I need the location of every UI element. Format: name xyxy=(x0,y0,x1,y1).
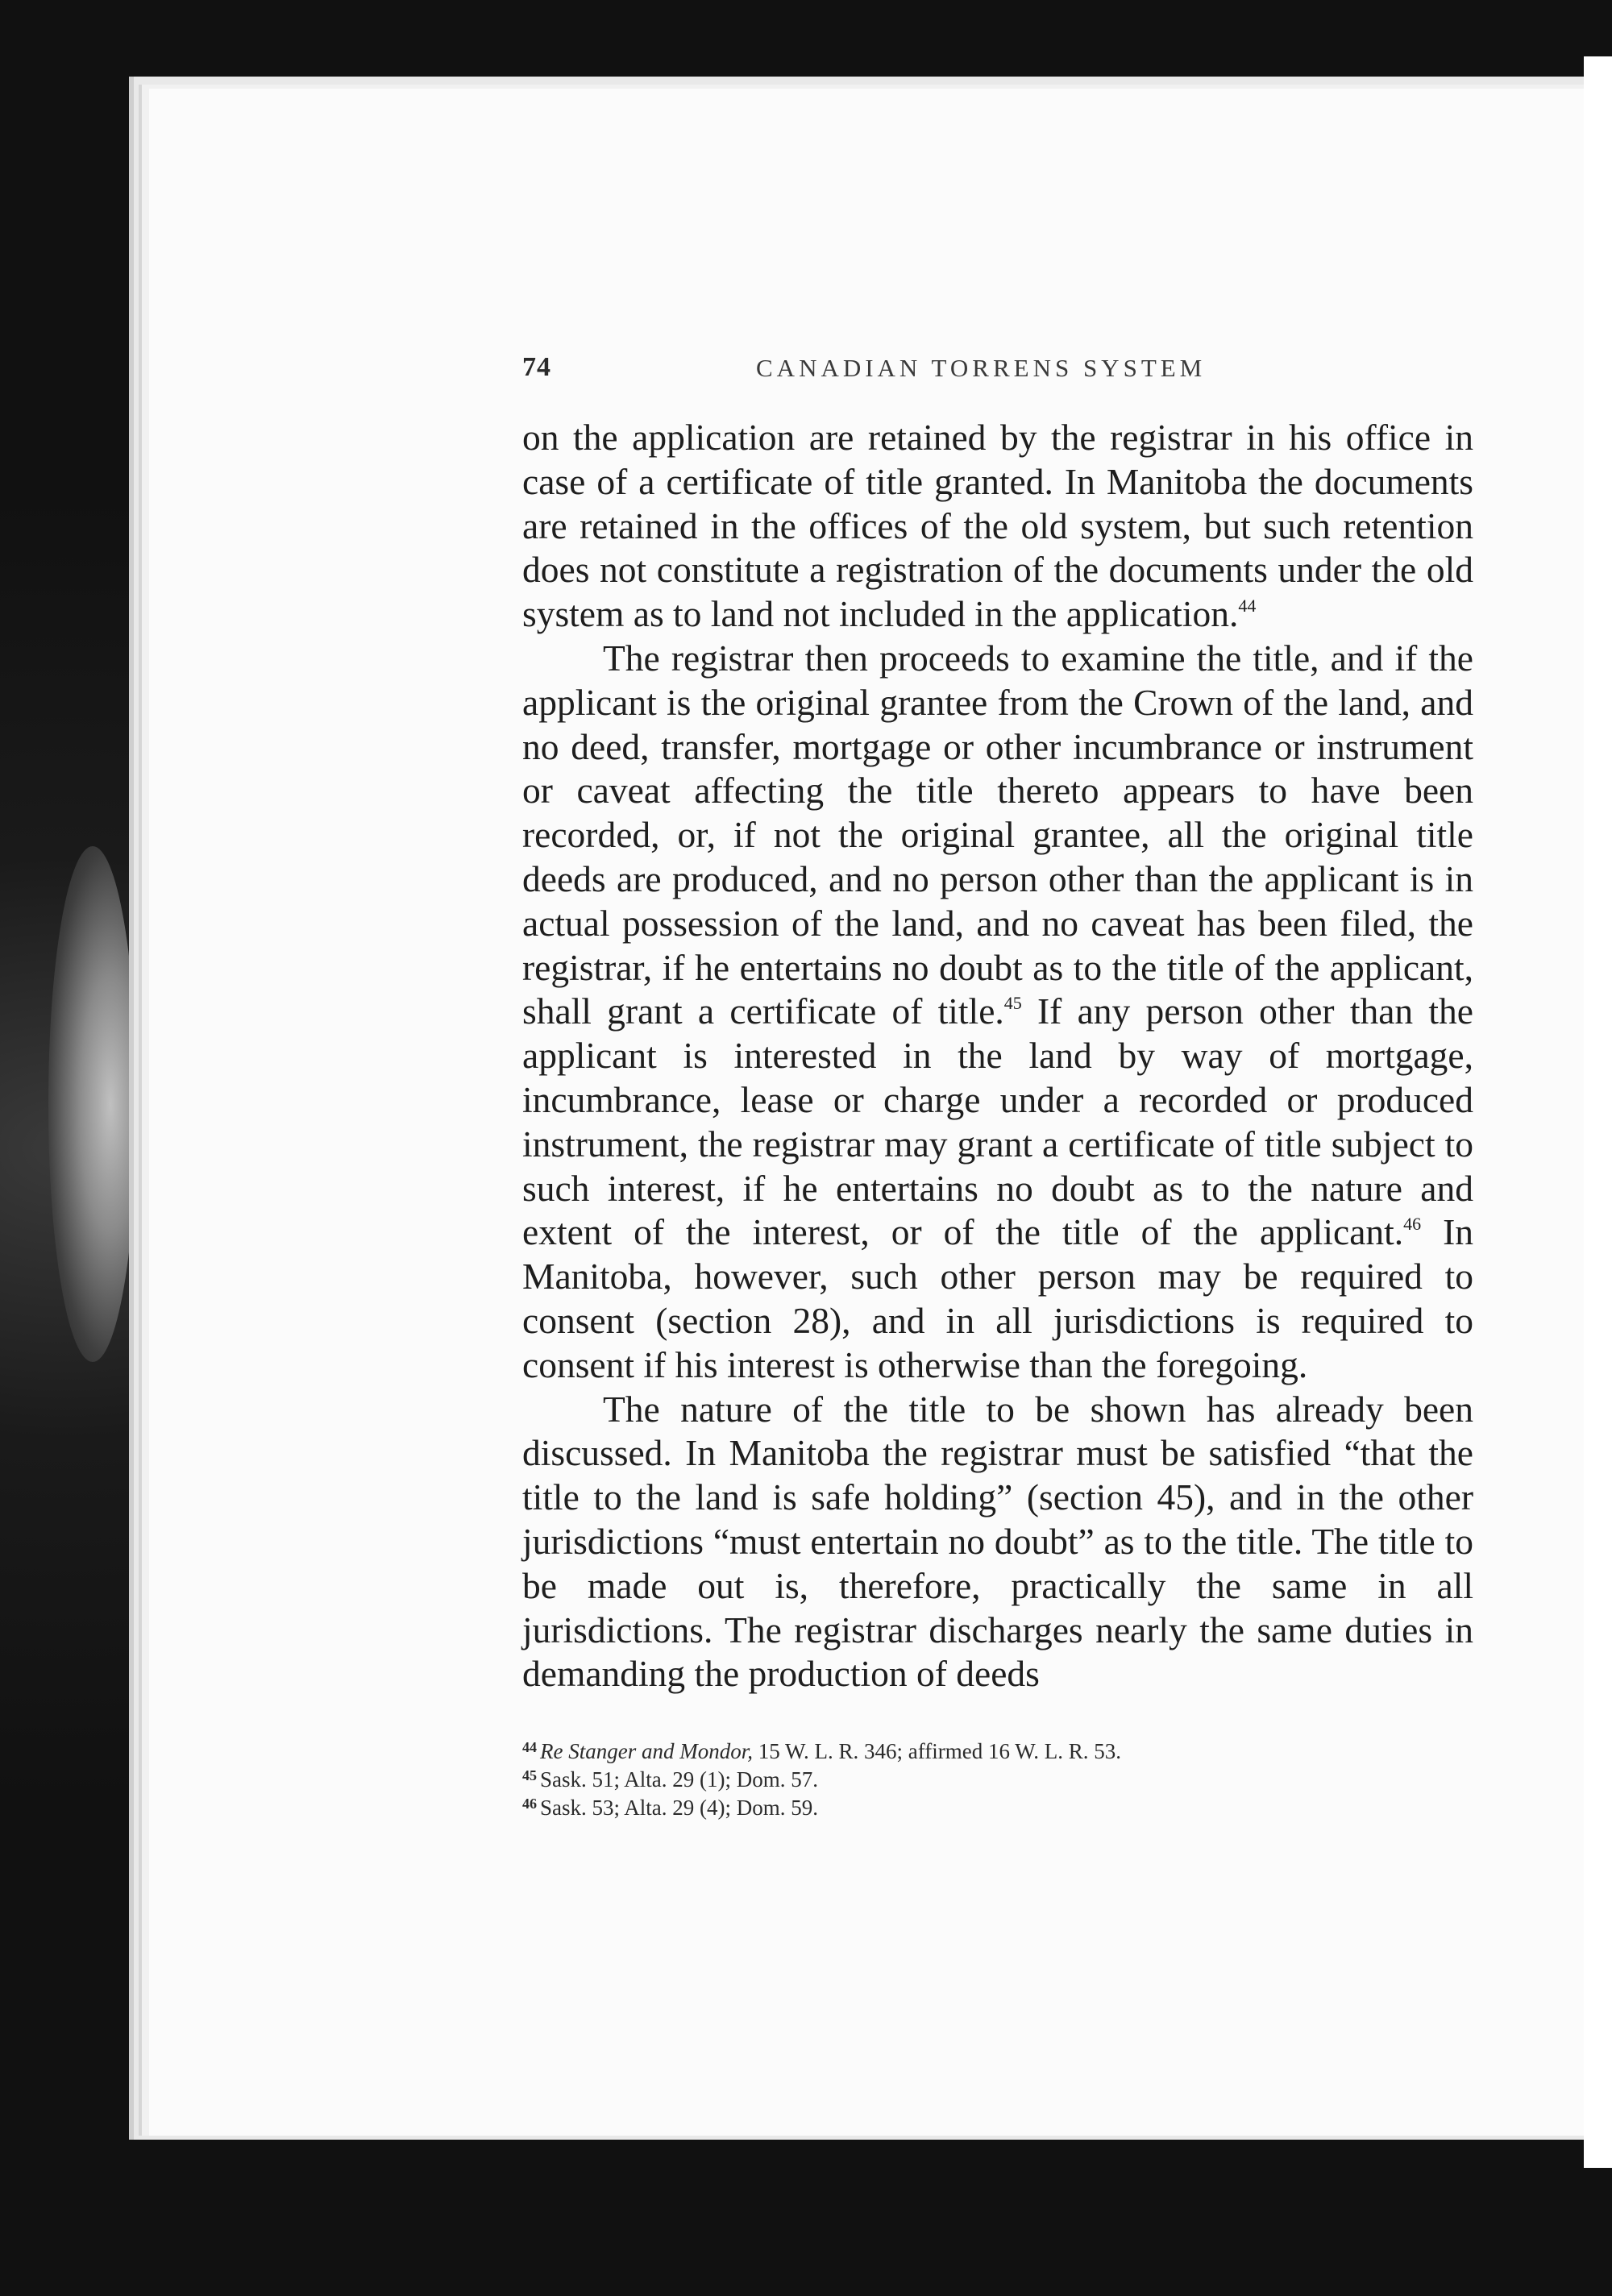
paragraph-text: The registrar then proceeds to examine the title, and if the applicant is the original grantee from the Crown of the land, and no deed, transfer, mortgage or other incumbrance or instrument or caveat affecting the title thereto appears to have been recorded, or, if not the original grantee, all the original title deeds are produced, and no person other than the applicant is in actual possession of the land, and no caveat has been filed, the registrar, if he entertains no doubt as to the title of the applicant, shall grant a certificate of title. xyxy=(522,637,1473,1032)
footnote-case-name: Re Stanger and Mondor, xyxy=(540,1739,753,1763)
footnote-text: 15 W. L. R. 346; affirmed 16 W. L. R. 53. xyxy=(752,1739,1121,1763)
footnote-marker: 46 xyxy=(522,1796,537,1812)
running-head-title: CANADIAN TORRENS SYSTEM xyxy=(756,354,1207,382)
body-paragraph xyxy=(522,637,1473,1388)
paragraph-text: In Manitoba, however, such other person may be required to consent (section 28), and in all jurisdictions is required to consent if his interest is otherwise than the foregoing. xyxy=(522,1211,1473,1385)
footnote-text: Sask. 53; Alta. 29 (4); Dom. 59. xyxy=(540,1796,818,1820)
body-paragraph xyxy=(522,1388,1473,1697)
footnote xyxy=(522,1735,1473,1763)
footnote xyxy=(522,1792,1473,1820)
page-header xyxy=(522,352,1232,392)
footnote-marker: 44 xyxy=(522,1739,537,1755)
body-text xyxy=(522,416,1473,1696)
footnote xyxy=(522,1763,1473,1792)
paragraph-text: If any person other than the applicant is interested in the land by way of mortgage, incumbrance, lease or charge under a recorded or produced instrument, the registrar may grant a certificate of title subject to such interest, if he entertains no doubt as to the nature and extent of the interest, or of the title of the applicant. xyxy=(522,990,1473,1253)
page-number: 74 xyxy=(522,352,551,382)
footnotes xyxy=(522,1735,1473,1820)
footnote-marker: 45 xyxy=(522,1767,537,1783)
paragraph-text: on the application are retained by the registrar in his office in case of a certificate of title granted. In Manitoba the documents are retained in the offices of the old system, but such retention does not constitute a registration of the documents under the old system as to land not included in the application. xyxy=(522,417,1473,635)
footnote-reference: 44 xyxy=(1238,596,1257,617)
footnote-reference: 45 xyxy=(1003,993,1022,1014)
book-binding-curve xyxy=(48,846,137,1362)
page-right-edge xyxy=(1584,56,1612,2168)
body-paragraph xyxy=(522,416,1473,637)
footnote-text: Sask. 51; Alta. 29 (1); Dom. 57. xyxy=(540,1767,818,1792)
footnote-reference: 46 xyxy=(1403,1214,1422,1235)
paragraph-text: The nature of the title to be shown has already been discussed. In Manitoba the registrar must be satisfied “that the title to the land is safe holding” (section 45), and in the other jurisdictions “must entertain no doubt” as to the title. The title to be made out is, therefore, practically the same in all jurisdictions. The registrar discharges nearly the same duties in demanding the production of deeds xyxy=(522,1388,1473,1695)
